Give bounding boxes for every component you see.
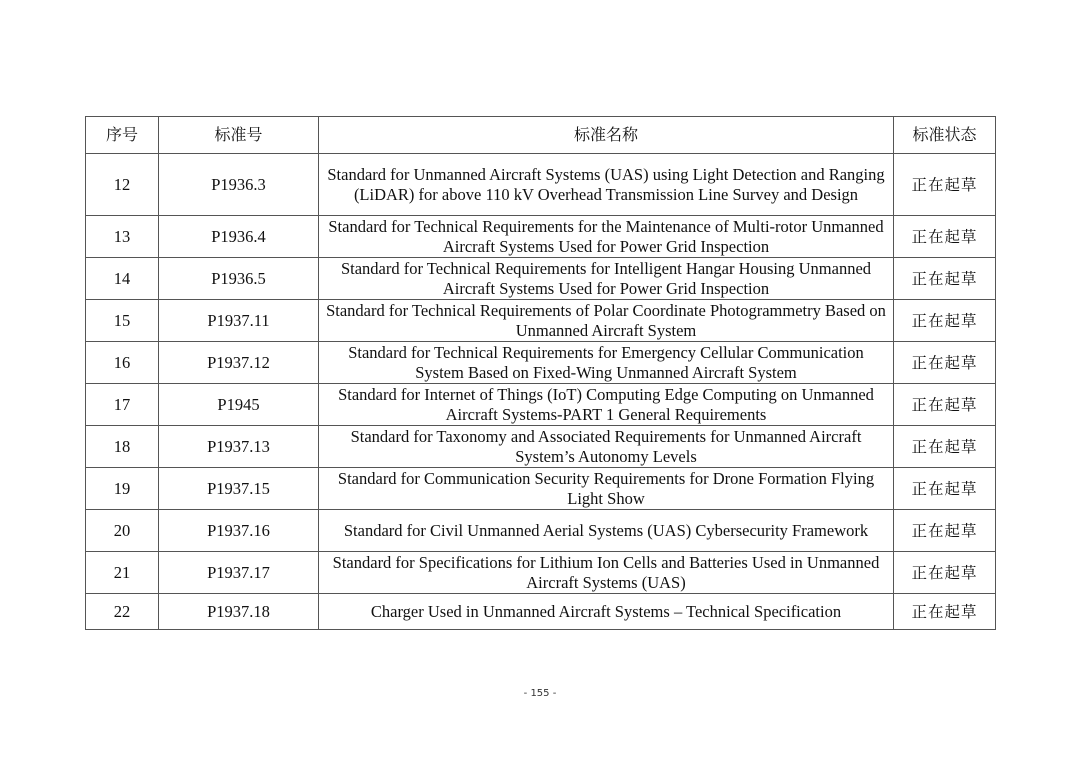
- cell-standard-name: Standard for Specifications for Lithium Ion Cells and Batteries Used in Unmanned Aircraft Systems (UAS): [319, 552, 894, 594]
- cell-standard-number: P1937.12: [159, 342, 319, 384]
- table-row: [86, 384, 996, 426]
- cell-standard-number: P1945: [159, 384, 319, 426]
- table-row: [86, 594, 996, 630]
- cell-serial-number: 18: [86, 426, 159, 468]
- cell-standard-name: Standard for Unmanned Aircraft Systems (UAS) using Light Detection and Ranging (LiDAR) for above 110 kV Overhead Transmission Line Survey and Design: [319, 154, 894, 216]
- cell-standard-number: P1937.17: [159, 552, 319, 594]
- cell-standard-status: 正在起草: [894, 342, 996, 384]
- table-row: [86, 468, 996, 510]
- standards-table: [85, 116, 996, 630]
- cell-standard-name: Standard for Technical Requirements for Intelligent Hangar Housing Unmanned Aircraft Systems Used for Power Grid Inspection: [319, 258, 894, 300]
- cell-serial-number: 15: [86, 300, 159, 342]
- cell-serial-number: 14: [86, 258, 159, 300]
- table-row: [86, 300, 996, 342]
- cell-standard-status: 正在起草: [894, 426, 996, 468]
- cell-serial-number: 12: [86, 154, 159, 216]
- cell-standard-status: 正在起草: [894, 216, 996, 258]
- page-number: - 155 -: [523, 688, 557, 699]
- cell-serial-number: 19: [86, 468, 159, 510]
- table-row: [86, 552, 996, 594]
- header-serial-number: 序号: [86, 117, 159, 154]
- cell-standard-status: 正在起草: [894, 552, 996, 594]
- cell-serial-number: 22: [86, 594, 159, 630]
- cell-standard-name: Standard for Technical Requirements for Emergency Cellular Communication System Based on Fixed-Wing Unmanned Aircraft System: [319, 342, 894, 384]
- table-row: [86, 154, 996, 216]
- table-row: [86, 216, 996, 258]
- cell-standard-status: 正在起草: [894, 300, 996, 342]
- cell-serial-number: 21: [86, 552, 159, 594]
- cell-standard-name: Standard for Technical Requirements for the Maintenance of Multi-rotor Unmanned Aircraft Systems Used for Power Grid Inspection: [319, 216, 894, 258]
- cell-standard-number: P1937.18: [159, 594, 319, 630]
- cell-standard-name: Standard for Internet of Things (IoT) Computing Edge Computing on Unmanned Aircraft Systems-PART 1 General Requirements: [319, 384, 894, 426]
- table-row: [86, 510, 996, 552]
- cell-standard-status: 正在起草: [894, 510, 996, 552]
- cell-standard-status: 正在起草: [894, 384, 996, 426]
- cell-standard-number: P1936.5: [159, 258, 319, 300]
- cell-standard-number: P1937.11: [159, 300, 319, 342]
- cell-standard-number: P1937.13: [159, 426, 319, 468]
- table-row: [86, 426, 996, 468]
- cell-standard-status: 正在起草: [894, 468, 996, 510]
- cell-standard-status: 正在起草: [894, 258, 996, 300]
- cell-standard-number: P1936.3: [159, 154, 319, 216]
- header-standard-status: 标准状态: [894, 117, 996, 154]
- cell-serial-number: 17: [86, 384, 159, 426]
- cell-serial-number: 20: [86, 510, 159, 552]
- table-header-row: [86, 117, 996, 154]
- table-row: [86, 258, 996, 300]
- cell-standard-status: 正在起草: [894, 594, 996, 630]
- cell-standard-status: 正在起草: [894, 154, 996, 216]
- cell-serial-number: 13: [86, 216, 159, 258]
- header-standard-name: 标准名称: [319, 117, 894, 154]
- cell-standard-number: P1937.15: [159, 468, 319, 510]
- cell-standard-number: P1937.16: [159, 510, 319, 552]
- cell-standard-name: Charger Used in Unmanned Aircraft Systems – Technical Specification: [319, 594, 894, 630]
- cell-standard-name: Standard for Civil Unmanned Aerial Systems (UAS) Cybersecurity Framework: [319, 510, 894, 552]
- cell-standard-name: Standard for Communication Security Requirements for Drone Formation Flying Light Show: [319, 468, 894, 510]
- header-standard-number: 标准号: [159, 117, 319, 154]
- cell-standard-number: P1936.4: [159, 216, 319, 258]
- table-row: [86, 342, 996, 384]
- cell-standard-name: Standard for Technical Requirements of Polar Coordinate Photogrammetry Based on Unmanned Aircraft System: [319, 300, 894, 342]
- cell-standard-name: Standard for Taxonomy and Associated Requirements for Unmanned Aircraft System’s Autonomy Levels: [319, 426, 894, 468]
- cell-serial-number: 16: [86, 342, 159, 384]
